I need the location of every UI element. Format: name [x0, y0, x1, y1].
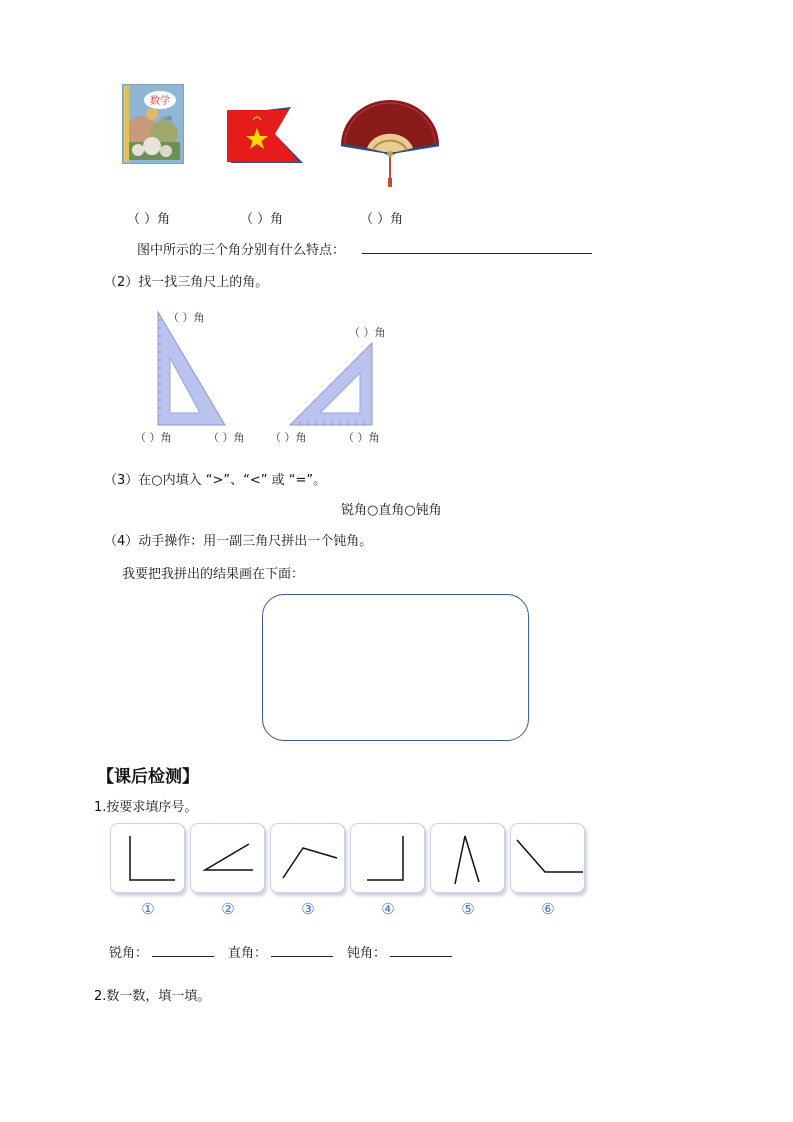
obtuse-answer-line[interactable] — [390, 956, 452, 957]
card-number-5: ⑤ — [461, 900, 475, 918]
fan-angle-blank[interactable]: （ ）角 — [360, 212, 404, 227]
angle-feature-answer-line[interactable] — [362, 253, 592, 254]
section-4-title: （4）动手操作：用一副三角尺拼出一个钝角。 — [104, 534, 373, 549]
left-square-top-angle-label[interactable]: （ ）角 — [168, 311, 205, 324]
flag-image — [227, 106, 305, 164]
right-square-bottom-right-angle-label[interactable]: （ ）角 — [343, 431, 380, 444]
left-square-bottom-left-angle-label[interactable]: （ ）角 — [135, 431, 172, 444]
question-2-title: 2.数一数，填一填。 — [94, 989, 211, 1004]
card-number-1: ① — [141, 900, 155, 918]
left-square-bottom-right-angle-label[interactable]: （ ）角 — [208, 431, 245, 444]
book-subtitle-text: 二年级 — [160, 116, 172, 121]
angle-card-2[interactable] — [190, 823, 265, 893]
angle-card-6[interactable] — [510, 823, 585, 893]
acute-answer-line[interactable] — [152, 956, 214, 957]
flag-angle-blank[interactable]: （ ）角 — [240, 212, 284, 227]
set-square-left-image — [155, 310, 230, 428]
obtuse-answer-label: 钝角： — [347, 946, 387, 961]
question-1-title: 1.按要求填序号。 — [94, 800, 198, 815]
acute-answer-label: 锐角： — [109, 946, 149, 961]
right-angle-figure-b — [351, 824, 426, 894]
angle-comparison-expression[interactable]: 锐角○直角○钝角 — [341, 503, 442, 518]
section-2-title: （2）找一找三角尺上的角。 — [104, 275, 269, 290]
drawing-area[interactable] — [262, 594, 529, 741]
section-3-title: （3）在○内填入 “>”、“<” 或 “=”。 — [104, 473, 327, 488]
obtuse-angle-figure-a — [271, 824, 346, 894]
angle-feature-question: 图中所示的三个角分别有什么特点： — [137, 243, 346, 258]
set-square-right-image — [288, 341, 374, 427]
drawing-instruction: 我要把我拼出的结果画在下面： — [122, 567, 305, 582]
right-answer-label: 直角： — [228, 946, 268, 961]
right-square-bottom-left-angle-label[interactable]: （ ）角 — [270, 431, 307, 444]
right-square-top-angle-label[interactable]: （ ）角 — [349, 326, 386, 339]
angle-card-4[interactable] — [350, 823, 425, 893]
angle-card-1[interactable] — [110, 823, 185, 893]
folding-fan-image — [339, 100, 441, 190]
right-angle-figure — [111, 824, 186, 894]
card-number-2: ② — [221, 900, 235, 918]
acute-angle-figure-b — [431, 824, 506, 894]
book-angle-blank[interactable]: （ ）角 — [127, 212, 171, 227]
card-number-6: ⑥ — [541, 900, 555, 918]
book-title-text: 数学 — [150, 96, 170, 107]
obtuse-angle-figure-b — [511, 824, 586, 894]
after-class-heading: 【课后检测】 — [97, 767, 199, 787]
acute-angle-figure — [191, 824, 266, 894]
card-number-4: ④ — [381, 900, 395, 918]
right-answer-line[interactable] — [271, 956, 333, 957]
angle-card-3[interactable] — [270, 823, 345, 893]
card-number-3: ③ — [301, 900, 315, 918]
angle-card-5[interactable] — [430, 823, 505, 893]
math-book-image — [122, 84, 184, 164]
